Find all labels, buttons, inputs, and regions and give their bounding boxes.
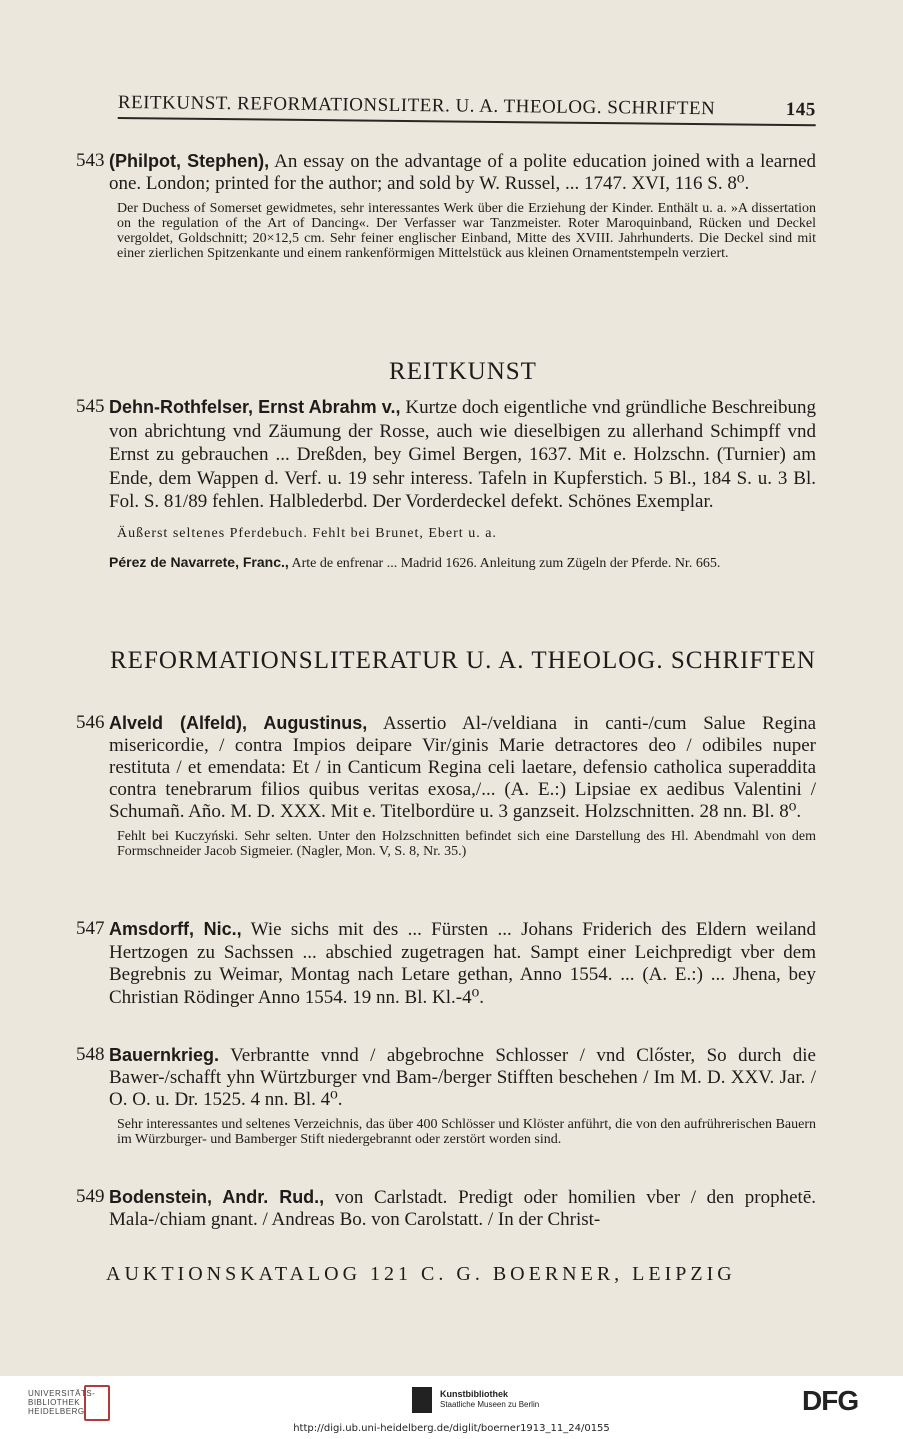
catalog-entry-545 — [76, 396, 816, 571]
entry-text: Verbrantte vnnd / abgebrochne Schlosser / vnd Clőster, So durch die Bawer-/schafft yhn Würtzburger vnd Bam-/berger Stifften beschehen / Im M. D. XXV. Jar. / O. O. u. Dr. 1525. 4 nn. Bl. 4⁰. — [109, 1045, 816, 1110]
entry-text: Assertio Al-/veldiana in canti-/cum Salue Regina misericordie, / contra Impios deipare Vir/ginis Marie detractores deo / odibiles nuper restituta / et emendata: Et / in Canticum Regina celi laetare, defensio catholica superaddita contra tenebrarum filios quibus veritas exosa,/... (A. E.:) Lipsiae ex aedibus Valentini / Schumañ. Año. M. D. XXX. Mit e. Titelbordüre u. 3 ganzseit. Holzschnitten. 28 nn. Bl. 8⁰. — [109, 713, 816, 822]
entry-number: 545 — [76, 396, 105, 417]
entry-note: Der Duchess of Somerset gewidmetes, sehr interessantes Werk über die Erziehung der Kinder. Enthält u. a. »A dissertation on the regulation of the Art of Dancing«. Der Verfasser war Tanzmeister. Roter Maroquinband, Rücken und Deckel vergoldet, Goldschnitt; 20×12,5 cm. Sehr feiner englischer Einband, Mitte des XVIII. Jahrhunderts. Die Deckel sind mit einer zierlichen Spitzenkante und einem rankenförmigen Mittelstück aus kleinen Ornamentstempeln verziert. — [117, 201, 816, 261]
entry-author: Alveld (Alfeld), Augustinus, — [109, 713, 368, 733]
page-number: 145 — [785, 98, 816, 121]
entry-body — [109, 918, 816, 1009]
entry-body — [109, 712, 816, 823]
university-library-mark-icon — [84, 1385, 110, 1421]
entry-text: von Carlstadt. Predigt oder homilien vber / den prophetē. Mala-/chiam gnant. / Andreas Bo. von Carolstatt. / In der Christ- — [109, 1187, 817, 1230]
catalog-entry-547 — [76, 918, 816, 1009]
running-head-title: REITKUNST. REFORMATIONSLITER. U. A. THEOLOG. SCHRIFTEN — [117, 92, 716, 120]
entry-number: 543 — [76, 150, 105, 171]
entry-author: Bodenstein, Andr. Rud., — [109, 1187, 325, 1207]
entry-author: (Philpot, Stephen), — [109, 151, 270, 171]
entry-body — [109, 150, 816, 195]
dfg-logo: DFG — [802, 1385, 859, 1416]
university-library-logo-text: UNIVERSITÄTS- BIBLIOTHEK HEIDELBERG — [28, 1389, 96, 1416]
entry-number: 547 — [76, 918, 105, 939]
permalink-url[interactable]: http://digi.ub.uni-heidelberg.de/diglit/boerner1913_11_24/0155 — [293, 1423, 610, 1434]
entry-number: 549 — [76, 1186, 105, 1207]
entry-number: 548 — [76, 1044, 105, 1065]
catalog-entry-543 — [76, 150, 816, 261]
entry-author: Amsdorff, Nic., — [109, 919, 242, 939]
note-author: Pérez de Navarrete, Franc., — [109, 553, 289, 570]
entry-author: Dehn-Rothfelser, Ernst Abrahm v., — [109, 397, 401, 417]
catalog-entry-548 — [76, 1044, 816, 1147]
catalog-footer: AUKTIONSKATALOG 121 C. G. BOERNER, LEIPZIG — [106, 1263, 736, 1285]
catalog-entry-546 — [76, 712, 816, 859]
entry-number: 546 — [76, 712, 105, 733]
kunstbibliothek-title: Kunstbibliothek — [440, 1389, 508, 1399]
entry-author: Bauernkrieg. — [109, 1045, 220, 1065]
entry-text: Wie sichs mit des ... Fürsten ... Johans Friderich des Eldern weiland Hertzogen zu Sachssen ... abschied zugetragen hat. Sampt einer Leichpredigt vber dem Begrebnis zu Weimar, Montag nach Letare gethan, Anno 1554. ... (A. E.:) ... Jhena, bey Christian Rödinger Anno 1554. 19 nn. Bl. Kl.-4⁰. — [109, 919, 817, 1008]
entry-note-2 — [109, 555, 816, 571]
section-heading-reitkunst: REITKUNST — [389, 358, 537, 385]
entry-text: Kurtze doch eigentliche vnd gründliche Beschreibung von abrichtung vnd Zäumung der Rosse, auch wie dieselbigen zu allerhand Schimpff vnd Ernst zu gebrauchen ... Dreßden, bey Gimel Bergen, 1637. Mit e. Holzschn. (Turnier) am Ende, dem Wappen d. Verf. u. 19 sehr interess. Tafeln in Kupferstich. 5 Bl., 184 S. u. 3 Bl. Fol. S. 81/89 fehlen. Halblederbd. Der Vorderdeckel defekt. Schönes Exemplar. — [109, 397, 816, 512]
entry-note: Sehr interessantes und seltenes Verzeichnis, das über 400 Schlösser und Klöster anführt, die von den aufrührerischen Bauern im Würzburger- und Bamberger Stift niedergebrannt oder zerstört worden sind. — [117, 1117, 816, 1147]
kunstbibliothek-logo-icon — [412, 1387, 432, 1413]
entry-note: Äußerst seltenes Pferdebuch. Fehlt bei Brunet, Ebert u. a. — [117, 525, 497, 541]
entry-body — [109, 1186, 816, 1231]
section-heading-reformation: REFORMATIONSLITERATUR U. A. THEOLOG. SCHRIFTEN — [110, 647, 816, 674]
kunstbibliothek-subtitle: Staatliche Museen zu Berlin — [440, 1400, 540, 1409]
note-text: Arte de enfrenar ... Madrid 1626. Anleitung zum Zügeln der Pferde. Nr. 665. — [291, 555, 721, 571]
running-head — [118, 92, 816, 126]
catalog-entry-549 — [76, 1186, 816, 1231]
kunstbibliothek-label — [440, 1389, 539, 1410]
entry-body — [109, 396, 816, 514]
entry-text: An essay on the advantage of a polite education joined with a learned one. London; printed for the author; and sold by W. Russel, ... 1747. XVI, 116 S. 8⁰. — [109, 151, 817, 194]
entry-note: Fehlt bei Kuczyński. Sehr selten. Unter den Holzschnitten befindet sich eine Darstellung des Hl. Abendmahl von dem Formschneider Jacob Sigmeier. (Nagler, Mon. V, S. 8, Nr. 35.) — [117, 829, 816, 859]
entry-body — [109, 1044, 816, 1111]
